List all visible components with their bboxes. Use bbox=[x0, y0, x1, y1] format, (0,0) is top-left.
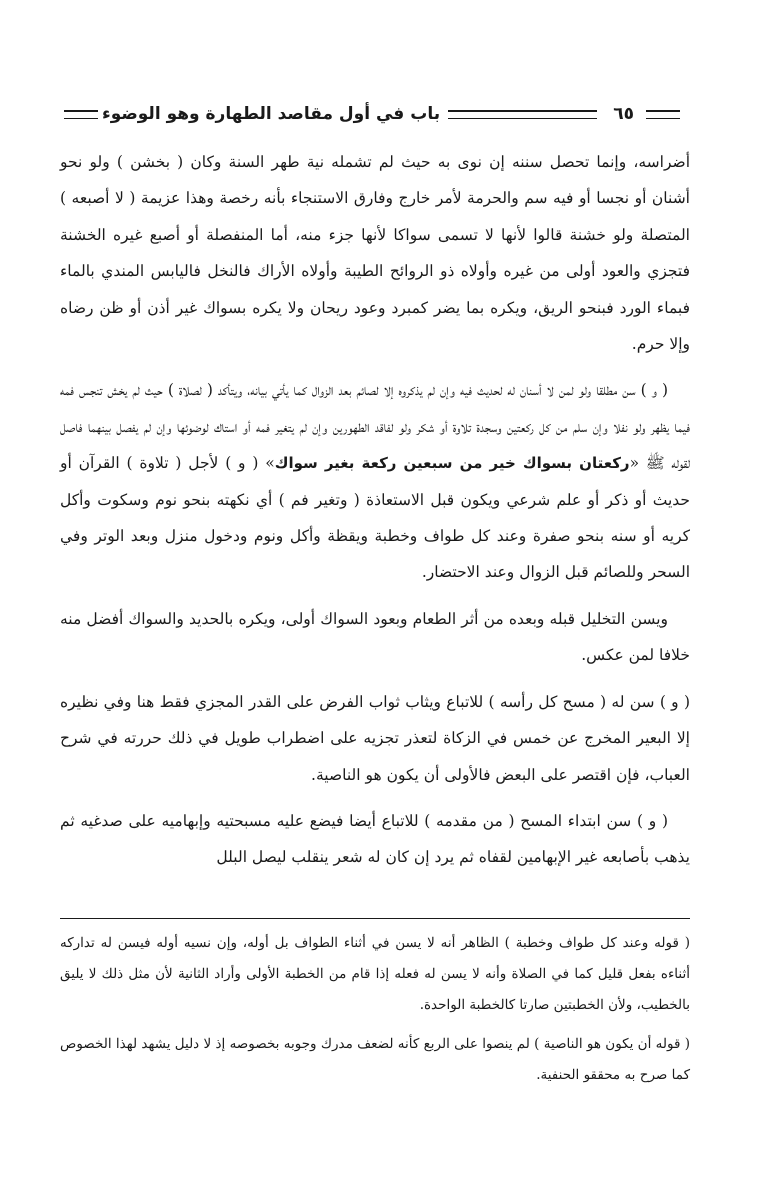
paragraph-siwak-occasions-end: » ( و ) لأجل ( تلاوة ) القرآن أو حديث أو ذكر أو علم شرعي ويكون قبل الاستعاذة ( وتغير فم ) أي نكهته بنحو نوم وسكوت وأكل كريه أو سنه بنحو صفرة وعند كل طواف وخطبة ويقظة وأكل ونوم ودخول منزل وبعد الوتر وفي السحر وللصائم قبل الزوال وعند الاحتضار. bbox=[60, 454, 690, 582]
footnote-nasiya: ( قوله أن يكون هو الناصية ) لم ينصوا على الربع كأنه لضعف مدرك وجوبه بخصوصه إذ لا دليل يشهد لهذا الخصوص كما صرح به محققو الحنفية. bbox=[60, 1036, 690, 1083]
page-number: ٦٥ bbox=[613, 104, 634, 124]
footnote-separator bbox=[60, 918, 690, 919]
running-header bbox=[60, 86, 684, 142]
footnote-tawaf-khutba: ( قوله وعند كل طواف وخطبة ) الظاهر أنه لا يسن في أثناء الطواف بل أوله، وإن نسيه أوله فيسن له تداركه أثناءه بفعل قليل كما في الصلاة وأنه لا يسن له فعله إذا قام من الخطبة الأولى وأراد الثانية لأن مثل ذلك لا يليق بالخطيب، ولأن الخطبتين صارتا كالخطبة الواحدة. bbox=[60, 935, 690, 1013]
paragraph-wiping-start: ( و ) سن ابتداء المسح ( من مقدمه ) للاتباع أيضا فيضع عليه مسبحتيه وإبهاميه على صدغيه ثم يذهب بأصابعه غير الإبهامين لقفاه ثم يرد إن كان له شعر ينقلب ليصل البلل bbox=[60, 811, 690, 867]
paragraph-head-wiping: ( و ) سن له ( مسح كل رأسه ) للاتباع ويثاب ثواب الفرض على القدر المجزي فقط هنا وفي نظيره إلا البعير المخرج عن خمس في الزكاة لتعذر تجزيه على اضطراب طويل في ذلك حررته في شرح العباب، فإن اقتصر على البعض فالأولى أن يكون هو الناصية. bbox=[60, 692, 690, 784]
header-rule-middle bbox=[448, 110, 597, 119]
paragraph-siwak-tools: أضراسه، وإنما تحصل سننه إن نوى به حيث لم تشمله نية طهر السنة وكان ( بخشن ) ولو نحو أشنان أو نجسا أو فيه سم والحرمة لأمر خارج وفارق الاستنجاء بأنه رخصة وهذا عزيمة ( لا أصبعه ) المتصلة ولو خشنة قالوا لأنها لا تسمى سواكا لأنها جزء منه، أما المنفصلة أو أصبع غيره الخشنة فتجزي والعود أولى من غيره وأولاه ذو الروائح الطيبة وأولاه الأراك فالنخل فاليابس المندي بالماء فبماء الورد فبنحو الريق، ويكره بما يضر كمبرد وعود ريحان ولا يكره بسواك غير أذن أو ظن رضاه وإلا حرم. bbox=[60, 153, 690, 354]
header-rule-left bbox=[646, 110, 680, 119]
paragraph-siwak-occasions bbox=[60, 372, 690, 590]
hadith-quote: ركعتان بسواك خير من سبعين ركعة بغير سواك bbox=[274, 454, 630, 473]
footnotes bbox=[60, 928, 690, 1099]
paragraph-takhlil: ويسن التخليل قبله وبعده من أثر الطعام وبعود السواك أولى، ويكره بالحديد والسواك أفضل منه خلافا لمن عكس. bbox=[60, 609, 690, 665]
main-text bbox=[60, 144, 690, 886]
paragraph-siwak-occasions-start: ( و ) سن مطلقا ولو لمن لا أسنان له لحديث فيه وإن لم يذكروه إلا لصائم بعد الزوال كما يأتي بيانه، ويتأكد ( لصلاة ) حيث لم يخش تنجس فمه فيما يظهر ولو نفلا وإن سلم من كل ركعتين وسجدة تلاوة أو شكر ولو لفاقد الطهورين وإن لم يتغير فمه أو استاك لوضوئها وإن لم يفصل بينهما فاصل لقوله ﷺ « bbox=[60, 381, 690, 473]
chapter-title: باب في أول مقاصد الطهارة وهو الوضوء bbox=[102, 104, 441, 124]
header-rule-right bbox=[64, 110, 98, 119]
